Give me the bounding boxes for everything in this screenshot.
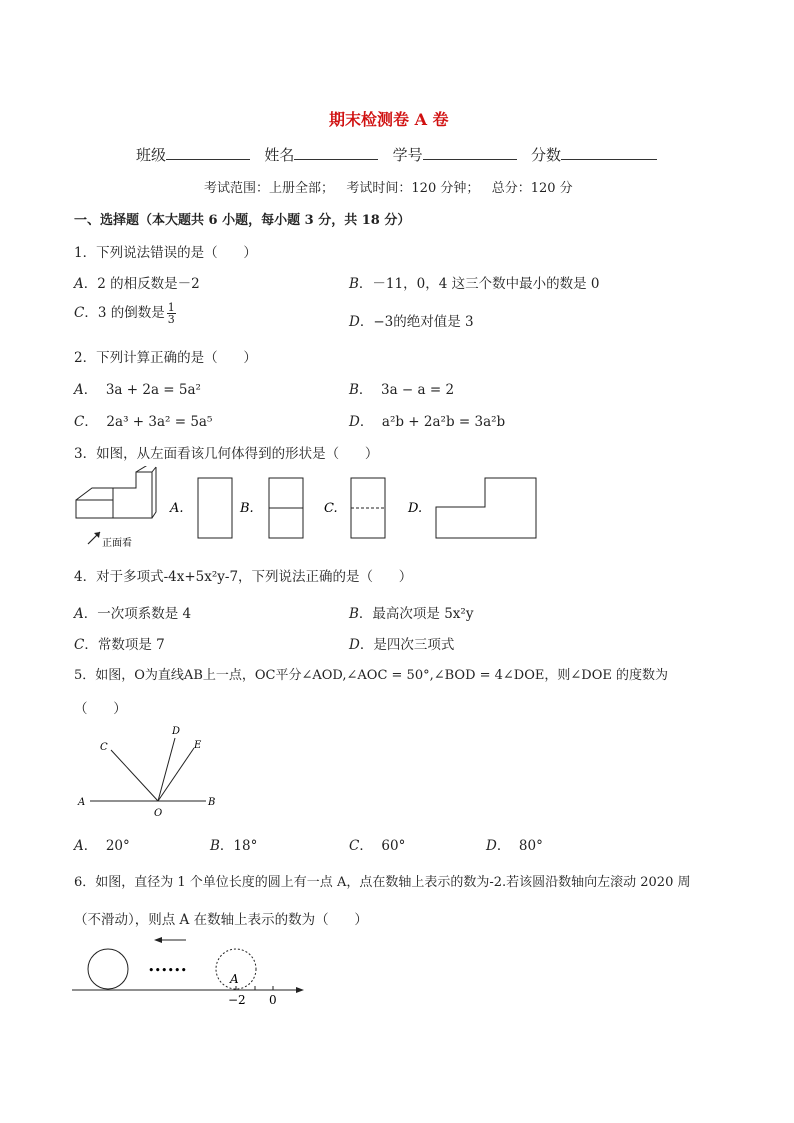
q3-figure: [70, 466, 550, 552]
option-text: ． 3a − a = 2: [358, 382, 455, 398]
label-c: C: [100, 742, 108, 753]
q3-option-c-label[interactable]: C.: [324, 501, 338, 516]
option-letter: A: [74, 382, 84, 398]
q5-option-d[interactable]: [486, 834, 543, 854]
q2-option-c[interactable]: [74, 410, 212, 430]
option-text: ． 3a + 2a = 5a²: [83, 382, 201, 398]
view-label: 正面看: [102, 538, 132, 549]
label-b: B: [208, 797, 216, 808]
q2-option-a[interactable]: [74, 378, 201, 398]
solid-shape-figure: [76, 466, 156, 518]
number-blank[interactable]: [423, 145, 517, 160]
q4-option-c[interactable]: [74, 633, 165, 653]
option-text: ． 20°: [83, 838, 130, 854]
q5-stem-cont: （ ）: [74, 701, 127, 717]
option-text: ． 80°: [496, 838, 543, 854]
option-text: ．3 的倒数是: [84, 305, 165, 321]
score-label: 分数: [530, 146, 561, 164]
ellipsis-dots: ••••••: [148, 964, 187, 977]
page-title: 期末检测卷 A 卷: [329, 110, 449, 129]
label-e: E: [194, 740, 202, 751]
q4-option-d[interactable]: [349, 633, 454, 653]
circle-solid: [88, 949, 128, 989]
left-arrow-icon: [154, 937, 162, 943]
option-letter: C: [74, 414, 85, 430]
section-heading: 一、选择题（本大题共 6 小题，每小题 3 分，共 18 分）: [74, 213, 411, 228]
number-label: 学号: [392, 146, 423, 164]
option-letter: D: [349, 414, 360, 430]
q3-option-a-shape[interactable]: [198, 478, 232, 538]
q1-stem: 1．下列说法错误的是（ ）: [74, 245, 257, 261]
option-text: ． a²b + 2a²b = 3a²b: [359, 414, 506, 430]
axis-arrow-icon: [296, 987, 304, 993]
q3-option-b-label[interactable]: B.: [240, 501, 254, 516]
q3-option-d-shape[interactable]: [436, 478, 536, 538]
q5-figure: [74, 722, 234, 822]
q4-option-b[interactable]: [349, 602, 473, 622]
q1-option-b[interactable]: [349, 272, 599, 292]
q5-stem: 5．如图，O为直线AB上一点，OC平分∠AOD,∠AOC = 50°,∠BOD = 4∠DOE，则∠DOE 的度数为: [74, 668, 668, 683]
label-a: A: [78, 797, 86, 808]
name-label: 姓名: [264, 146, 295, 164]
q3-stem: 3．如图，从左面看该几何体得到的形状是（ ）: [74, 446, 379, 462]
q4-stem: 4．对于多项式-4x+5x²y-7，下列说法正确的是（ ）: [74, 569, 413, 585]
q1-option-c[interactable]: [74, 301, 176, 325]
score-blank[interactable]: [561, 145, 657, 160]
q5-option-b[interactable]: [210, 834, 257, 854]
q1-option-d[interactable]: [349, 310, 474, 330]
option-text: ．18°: [219, 838, 258, 854]
class-blank[interactable]: [166, 145, 250, 160]
option-text: ．是四次三项式: [359, 637, 455, 653]
q4-option-a[interactable]: [74, 602, 191, 622]
q6-stem: 6．如图，直径为 1 个单位长度的圆上有一点 A，点在数轴上表示的数为-2.若该圆沿数轴向左滚动 2020 周: [74, 875, 691, 890]
option-letter: A: [74, 606, 84, 622]
option-text: ． 60°: [359, 838, 406, 854]
q1-option-a[interactable]: [74, 272, 200, 292]
option-letter: D: [486, 838, 497, 854]
q3-option-a-label[interactable]: A.: [170, 501, 184, 516]
option-letter: B: [210, 838, 220, 854]
option-letter: D: [349, 314, 360, 330]
q3-option-d-label[interactable]: D.: [408, 501, 423, 516]
option-text: ．－11，0，4 这三个数中最小的数是 0: [358, 276, 600, 292]
q5-option-a[interactable]: [74, 834, 130, 854]
option-text: ．常数项是 7: [84, 637, 165, 653]
option-text: ．一次项系数是 4: [83, 606, 192, 622]
q5-option-c[interactable]: [349, 834, 405, 854]
q2-option-b[interactable]: [349, 378, 454, 398]
class-label: 班级: [136, 146, 167, 164]
option-letter: C: [349, 838, 360, 854]
label-d: D: [172, 726, 181, 737]
option-text: ．最高次项是 5x²y: [358, 606, 474, 622]
option-letter: A: [74, 276, 84, 292]
ray-oe: [158, 748, 194, 801]
tick-label-0: 0: [269, 993, 277, 1007]
option-text: ．−3的绝对值是 3: [359, 314, 474, 330]
point-a-label: A: [230, 972, 239, 986]
exam-info: 考试范围：上册全部； 考试时间：120 分钟； 总分：120 分: [204, 181, 573, 196]
student-info-row: [136, 144, 667, 165]
option-letter: D: [349, 637, 360, 653]
q2-option-d[interactable]: [349, 410, 505, 430]
tick-label-neg2: −2: [228, 993, 246, 1007]
q6-figure: [70, 932, 320, 1012]
option-letter: B: [349, 382, 359, 398]
ray-od: [158, 738, 175, 801]
option-text: ．2 的相反数是－2: [83, 276, 200, 292]
option-letter: A: [74, 838, 84, 854]
label-o: O: [154, 808, 163, 819]
q2-stem: 2．下列计算正确的是（ ）: [74, 350, 257, 366]
ray-oc: [111, 750, 158, 801]
option-letter: C: [74, 305, 85, 321]
option-text: ． 2a³ + 3a² = 5a⁵: [84, 414, 213, 430]
fraction: $\frac{1}{3}$: [167, 301, 175, 326]
name-blank[interactable]: [294, 145, 378, 160]
q6-stem-cont: （不滑动），则点 A 在数轴上表示的数为（ ）: [74, 912, 368, 928]
option-letter: C: [74, 637, 85, 653]
option-letter: B: [349, 606, 359, 622]
option-letter: B: [349, 276, 359, 292]
